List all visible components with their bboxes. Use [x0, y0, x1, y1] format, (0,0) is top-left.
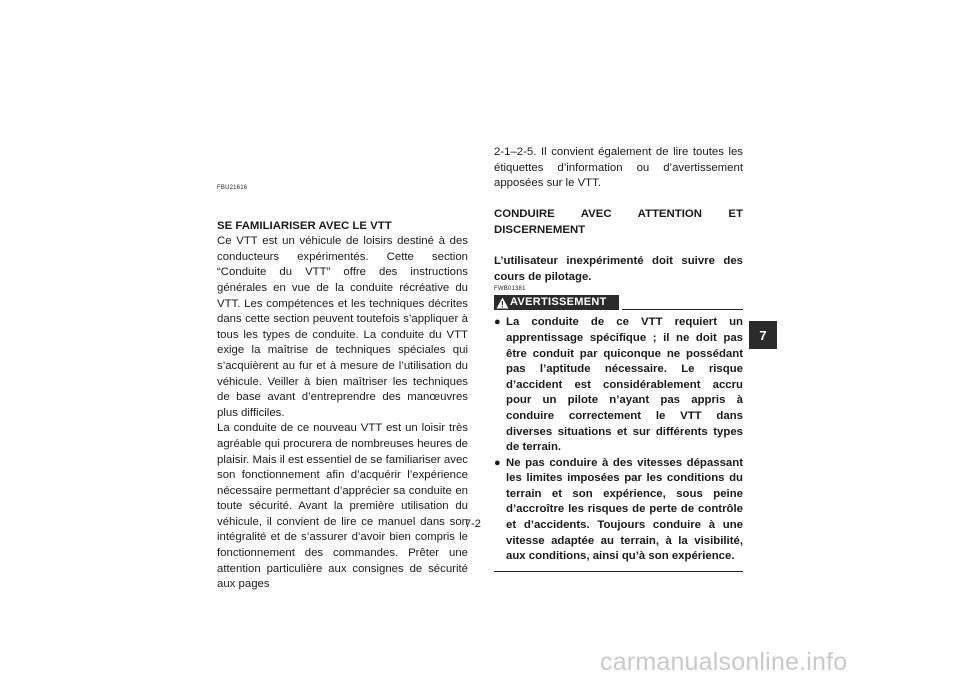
warning-bullet-2	[494, 456, 743, 565]
subheading: L’utilisateur inexpérimenté doit suivre des cours de pilotage.	[494, 255, 743, 283]
body-paragraph-2: La conduite de ce nouveau VTT est un loisir très agréable qui procurera de nombreuses heures de plaisir. Mais il est essentiel de se familiariser avec son fonctionnement afin d’acquérir l’expérience nécessaire permettant d’apprécier sa conduite en toute sécurité. Avant la première utilisation du véhicule, il convient de lire ce manuel dans son intégralité et de s’assurer d’avoir bien compris le fonctionnement des commandes. Prêter une attention particulière aux consignes de sécurité aux pages	[217, 422, 468, 591]
continuation-paragraph: 2-1–2-5. Il convient également de lire toutes les étiquettes d’information ou d’avertissement apposées sur le VTT.	[494, 146, 743, 190]
bullet-text: La conduite de ce VTT requiert un apprentissage spécifique ; il ne doit pas être conduit par quiconque ne possédant pas l’aptitude nécessaire. Le risque d’accident est considérablement accru pour un pilote n’ayant pas appris à conduire correctement le VTT dans diverses situations et sur différents types de terrain.	[506, 316, 743, 454]
page-number: 7-2	[465, 518, 481, 530]
warning-header	[494, 295, 743, 311]
warning-badge	[494, 295, 619, 310]
bullet-text: Ne pas conduire à des vitesses dépassant les limites imposées par les conditions du terrain et son expérience, sous peine d’accroître les risques de perte de contrôle et d’accidents. Toujours conduire à une vitesse adaptée au terrain, à la visibilité, aux conditions, ainsi qu’à son expérience.	[506, 456, 743, 563]
warning-triangle-icon	[494, 295, 510, 310]
chapter-tab: 7	[749, 321, 777, 349]
warning-icon-glyph: !	[500, 299, 504, 309]
watermark: carmanualsonline.info	[600, 648, 848, 676]
warning-bottom-rule	[494, 571, 743, 572]
section-code: FBU21616	[217, 185, 248, 191]
warning-label: AVERTISSEMENT	[510, 296, 607, 309]
warning-bullet-1	[494, 315, 743, 455]
right-column	[494, 145, 743, 572]
warning-rule	[622, 309, 743, 310]
section-heading: SE FAMILIARISER AVEC LE VTT	[217, 219, 392, 232]
section-heading-2: CONDUIRE AVEC ATTENTION ET DISCERNEMENT	[494, 208, 743, 236]
bullet-dot-icon: ●	[494, 456, 501, 469]
warning-code: FWB01381	[494, 286, 526, 293]
bullet-dot-icon: ●	[494, 316, 501, 329]
warning-box	[494, 311, 743, 572]
left-column	[217, 181, 468, 593]
body-paragraph-1: Ce VTT est un véhicule de loisirs destiné à des conducteurs expérimentés. Cette section “Conduite du VTT” offre des instructions générales en vue de la conduite récréative du VTT. Les compétences et les techniques décrites dans cette section peuvent toutefois s’appliquer à tous les types de conduite. La conduite du VTT exige la maîtrise de techniques spéciales qui s’acquièrent au fur et à mesure de l’utilisation du véhicule. Veiller à bien maîtriser les techniques de base avant d’entreprendre des manœuvres plus difficiles.	[217, 235, 468, 419]
